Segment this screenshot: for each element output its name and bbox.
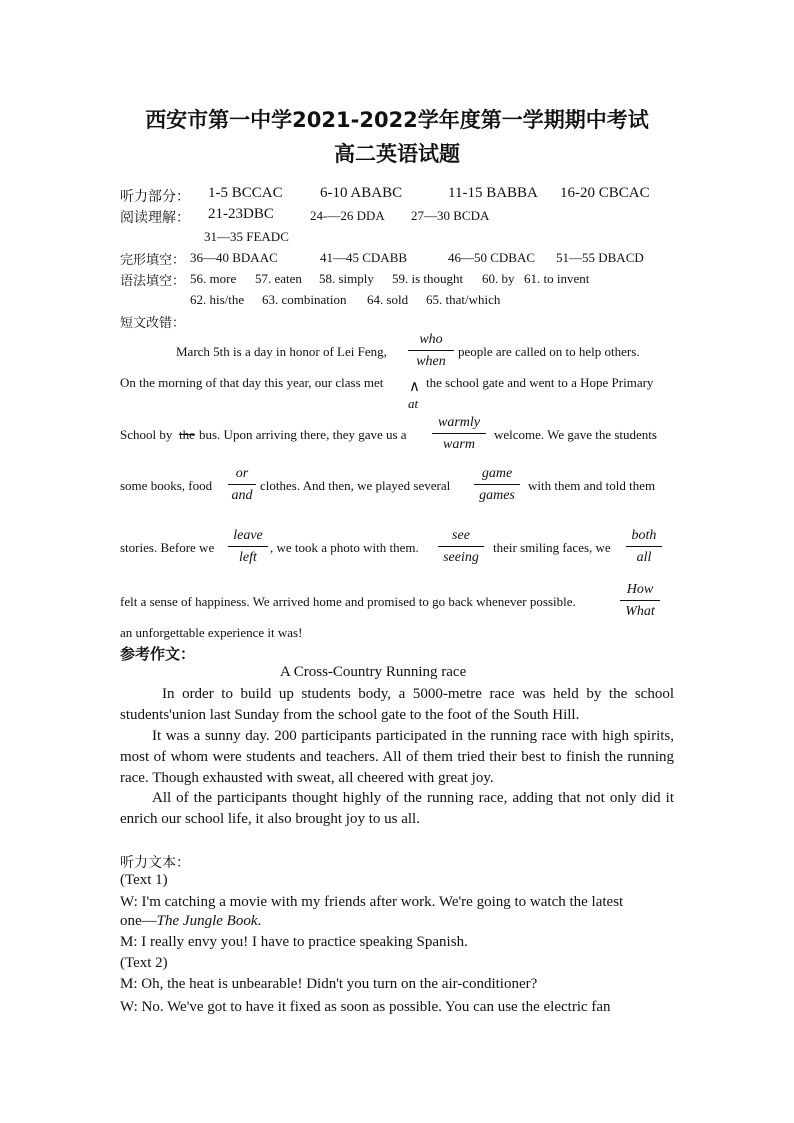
grammar-item: 62. his/the [190, 292, 245, 307]
correction-text: some books, food [120, 478, 213, 493]
correction-fraction: game games [474, 467, 520, 503]
grammar-item: 65. that/which [426, 292, 501, 307]
essay-title: A Cross-Country Running race [280, 664, 467, 680]
correction-text: School by [120, 427, 173, 442]
grammar-item: 61. to invent [524, 271, 590, 286]
insert-caret: ∧ [409, 379, 420, 395]
reading-label: 阅读理解： [120, 210, 190, 226]
answer-group: 27—30 BCDA [411, 208, 490, 223]
essay-label: 参考作文： [120, 645, 196, 663]
grammar-item: 59. is thought [392, 271, 464, 286]
exam-title: 西安市第一中学2021-2022学年度第一学期期中考试 [145, 108, 649, 132]
answer-group: 31—35 FEADC [204, 229, 289, 244]
grammar-item: 64. sold [367, 292, 409, 307]
correction-text: their smiling faces, we [493, 540, 611, 555]
transcript-heading: (Text 2) [120, 955, 168, 971]
answer-group: 11-15 BABBA [448, 185, 538, 201]
answer-group: 6-10 ABABC [320, 185, 403, 201]
correction-label: 短文改错： [120, 316, 186, 331]
answer-group: 46—50 CDBAC [448, 250, 536, 265]
grammar-item: 60. by [482, 271, 515, 286]
correction-text: bus. Upon arriving there, they gave us a [199, 427, 407, 442]
answer-group: 41—45 CDABB [320, 250, 408, 265]
correction-text: On the morning of that day this year, our class met [120, 375, 384, 390]
answer-group: 1-5 BCCAC [208, 185, 283, 201]
correction-fraction: How What [620, 583, 660, 619]
listening-label: 听力部分： [120, 189, 190, 205]
essay-paragraph: In order to build up students body, a 5000-metre race was held by the school students'union last Sunday from the school gate to the foot of the South Hill. [120, 686, 674, 723]
answer-group: 24-—26 DDA [310, 208, 385, 223]
transcript-heading: (Text 1) [120, 872, 168, 888]
essay-paragraph: It was a sunny day. 200 participants participated in the running race with high spirits, most of whom were students and teachers. All of them tried their best to finish the running race. Though exhausted with sweat, all cheered with great joy. [120, 728, 674, 786]
exam-subtitle: 高二英语试题 [334, 142, 460, 166]
grammar-item: 57. eaten [255, 271, 302, 286]
correction-fraction: warmly warm [432, 416, 486, 452]
grammar-item: 58. simply [319, 271, 374, 286]
correction-fraction: or and [228, 467, 256, 503]
dialogue-line: W: I'm catching a movie with my friends after work. We're going to watch the latest [120, 894, 624, 910]
insert-word: at [408, 396, 419, 411]
grammar-label: 语法填空： [120, 274, 186, 289]
answer-group: 21-23DBC [208, 206, 274, 222]
correction-fraction: see seeing [438, 529, 484, 565]
correction-text: an unforgettable experience it was! [120, 625, 303, 640]
correction-fraction: both all [626, 529, 662, 565]
correction-text: people are called on to help others. [458, 344, 640, 359]
correction-text: March 5th is a day in honor of Lei Feng, [176, 344, 387, 359]
correction-fraction: who when [408, 333, 454, 369]
dialogue-line: one—The Jungle Book. [120, 913, 262, 929]
grammar-item: 56. more [190, 271, 237, 286]
deleted-word: the [179, 427, 195, 442]
correction-fraction: leave left [228, 529, 268, 565]
cloze-label: 完形填空： [120, 253, 186, 268]
answer-group: 51—55 DBACD [556, 250, 644, 265]
grammar-item: 63. combination [262, 292, 347, 307]
correction-text: welcome. We gave the students [494, 427, 657, 442]
dialogue-line: M: Oh, the heat is unbearable! Didn't you turn on the air-conditioner? [120, 976, 538, 992]
correction-text: with them and told them [528, 478, 656, 493]
correction-text: , we took a photo with them. [270, 540, 419, 555]
answer-group: 36—40 BDAAC [190, 250, 278, 265]
correction-text: clothes. And then, we played several [260, 478, 451, 493]
answer-group: 16-20 CBCAC [560, 185, 650, 201]
correction-text: felt a sense of happiness. We arrived home and promised to go back whenever possible. [120, 594, 576, 609]
dialogue-line: W: No. We've got to have it fixed as soon as possible. You can use the electric fan [120, 999, 611, 1015]
dialogue-line: M: I really envy you! I have to practice speaking Spanish. [120, 934, 468, 950]
transcript-label: 听力文本： [120, 855, 190, 871]
correction-text: the school gate and went to a Hope Primary [426, 375, 654, 390]
essay-paragraph: All of the participants thought highly of the running race, adding that not only did it enrich our school life, it also brought joy to us all. [120, 790, 674, 827]
correction-text: stories. Before we [120, 540, 215, 555]
